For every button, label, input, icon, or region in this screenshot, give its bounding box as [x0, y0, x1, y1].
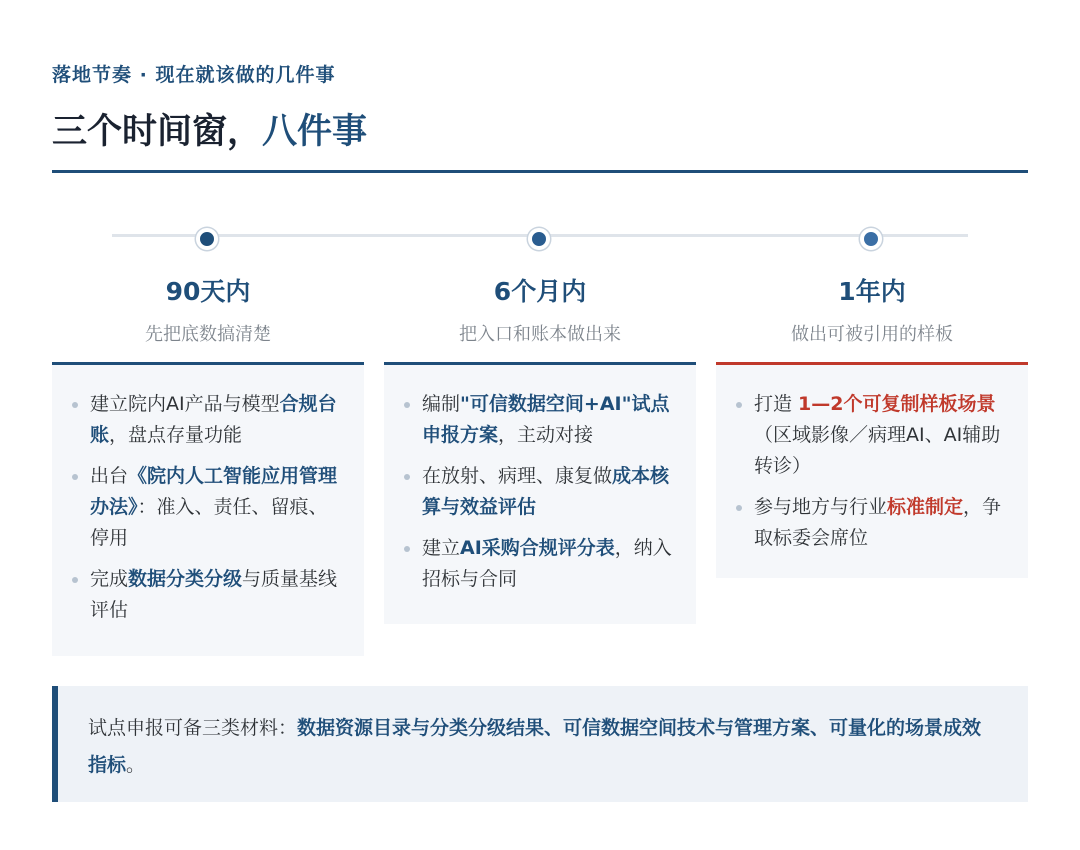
item-emphasis: 1—2个可复制样板场景 — [798, 393, 996, 415]
item-text: 打造 — [754, 393, 799, 415]
item-emphasis: 合规台账 — [90, 393, 337, 446]
item-emphasis: AI采购合规评分表 — [460, 537, 615, 559]
bullet-dot — [736, 402, 742, 408]
item-emphasis: 成本核算与效益评估 — [422, 465, 670, 518]
item-text: 出台 — [90, 465, 129, 487]
phase-card-1-year — [716, 362, 1028, 578]
item-emphasis: "可信数据空间+AI"试点申报方案 — [422, 393, 670, 446]
section-eyebrow: 落地节奏 · 现在就该做的几件事 — [52, 64, 336, 86]
timeline-node-2 — [528, 228, 550, 250]
phase-card-6-months — [384, 362, 696, 624]
phase-title: 90天内 — [165, 277, 251, 306]
item-text: ，盘点存量功能 — [109, 424, 243, 446]
title-accent: 八件事 — [262, 112, 368, 152]
note-tail: 。 — [126, 754, 146, 776]
item-text: ：准入、责任、留痕、停用 — [90, 496, 328, 549]
timeline-node-1 — [196, 228, 218, 250]
title-divider — [52, 170, 1028, 173]
list-item — [72, 564, 344, 626]
materials-note — [52, 686, 1028, 802]
bullet-dot — [404, 402, 410, 408]
list-item — [404, 461, 676, 523]
phase-header-6-months — [384, 272, 696, 346]
bullet-dot — [736, 505, 742, 511]
bullet-dot — [72, 474, 78, 480]
item-emphasis: 数据分类分级 — [128, 568, 243, 590]
phase-subtitle: 先把底数搞清楚 — [145, 324, 271, 345]
list-item — [404, 533, 676, 595]
list-item — [736, 389, 1008, 482]
phase-title: 1年内 — [838, 277, 906, 306]
item-text: 编制 — [422, 393, 461, 415]
item-text: ，主动对接 — [498, 424, 594, 446]
phase-header-90-days — [52, 272, 364, 346]
phase-subtitle: 把入口和账本做出来 — [459, 324, 621, 345]
item-text: （区域影像／病理AI、AI辅助转诊） — [754, 424, 1001, 477]
phase-subtitle: 做出可被引用的样板 — [791, 324, 953, 345]
page-title — [52, 104, 367, 154]
title-main: 三个时间窗， — [52, 112, 263, 152]
bullet-dot — [404, 474, 410, 480]
list-item — [404, 389, 676, 451]
timeline-node-3 — [860, 228, 882, 250]
item-text: ，争取标委会席位 — [754, 496, 1002, 549]
bullet-dot — [72, 402, 78, 408]
bullet-dot — [72, 577, 78, 583]
item-emphasis: 《院内人工智能应用管理办法》 — [90, 465, 338, 518]
phase-card-90-days — [52, 362, 364, 656]
item-text: 参与地方与行业 — [754, 496, 888, 518]
list-item — [72, 389, 344, 451]
note-emphasis: 数据资源目录与分类分级结果、可信数据空间技术与管理方案、可量化的场景成效指标 — [88, 717, 982, 776]
item-emphasis: 标准制定 — [887, 496, 964, 518]
bullet-dot — [404, 546, 410, 552]
list-item — [736, 492, 1008, 554]
phase-title: 6个月内 — [493, 277, 587, 306]
phase-header-1-year — [716, 272, 1028, 346]
item-text: 与质量基线评估 — [90, 568, 338, 621]
item-text: 完成 — [90, 568, 129, 590]
note-lead: 试点申报可备三类材料： — [88, 717, 298, 739]
item-text: 在放射、病理、康复做 — [422, 465, 613, 487]
item-text: 建立院内AI产品与模型 — [90, 393, 280, 415]
list-item — [72, 461, 344, 554]
item-text: 建立 — [422, 537, 461, 559]
item-text: ，纳入招标与合同 — [422, 537, 672, 590]
